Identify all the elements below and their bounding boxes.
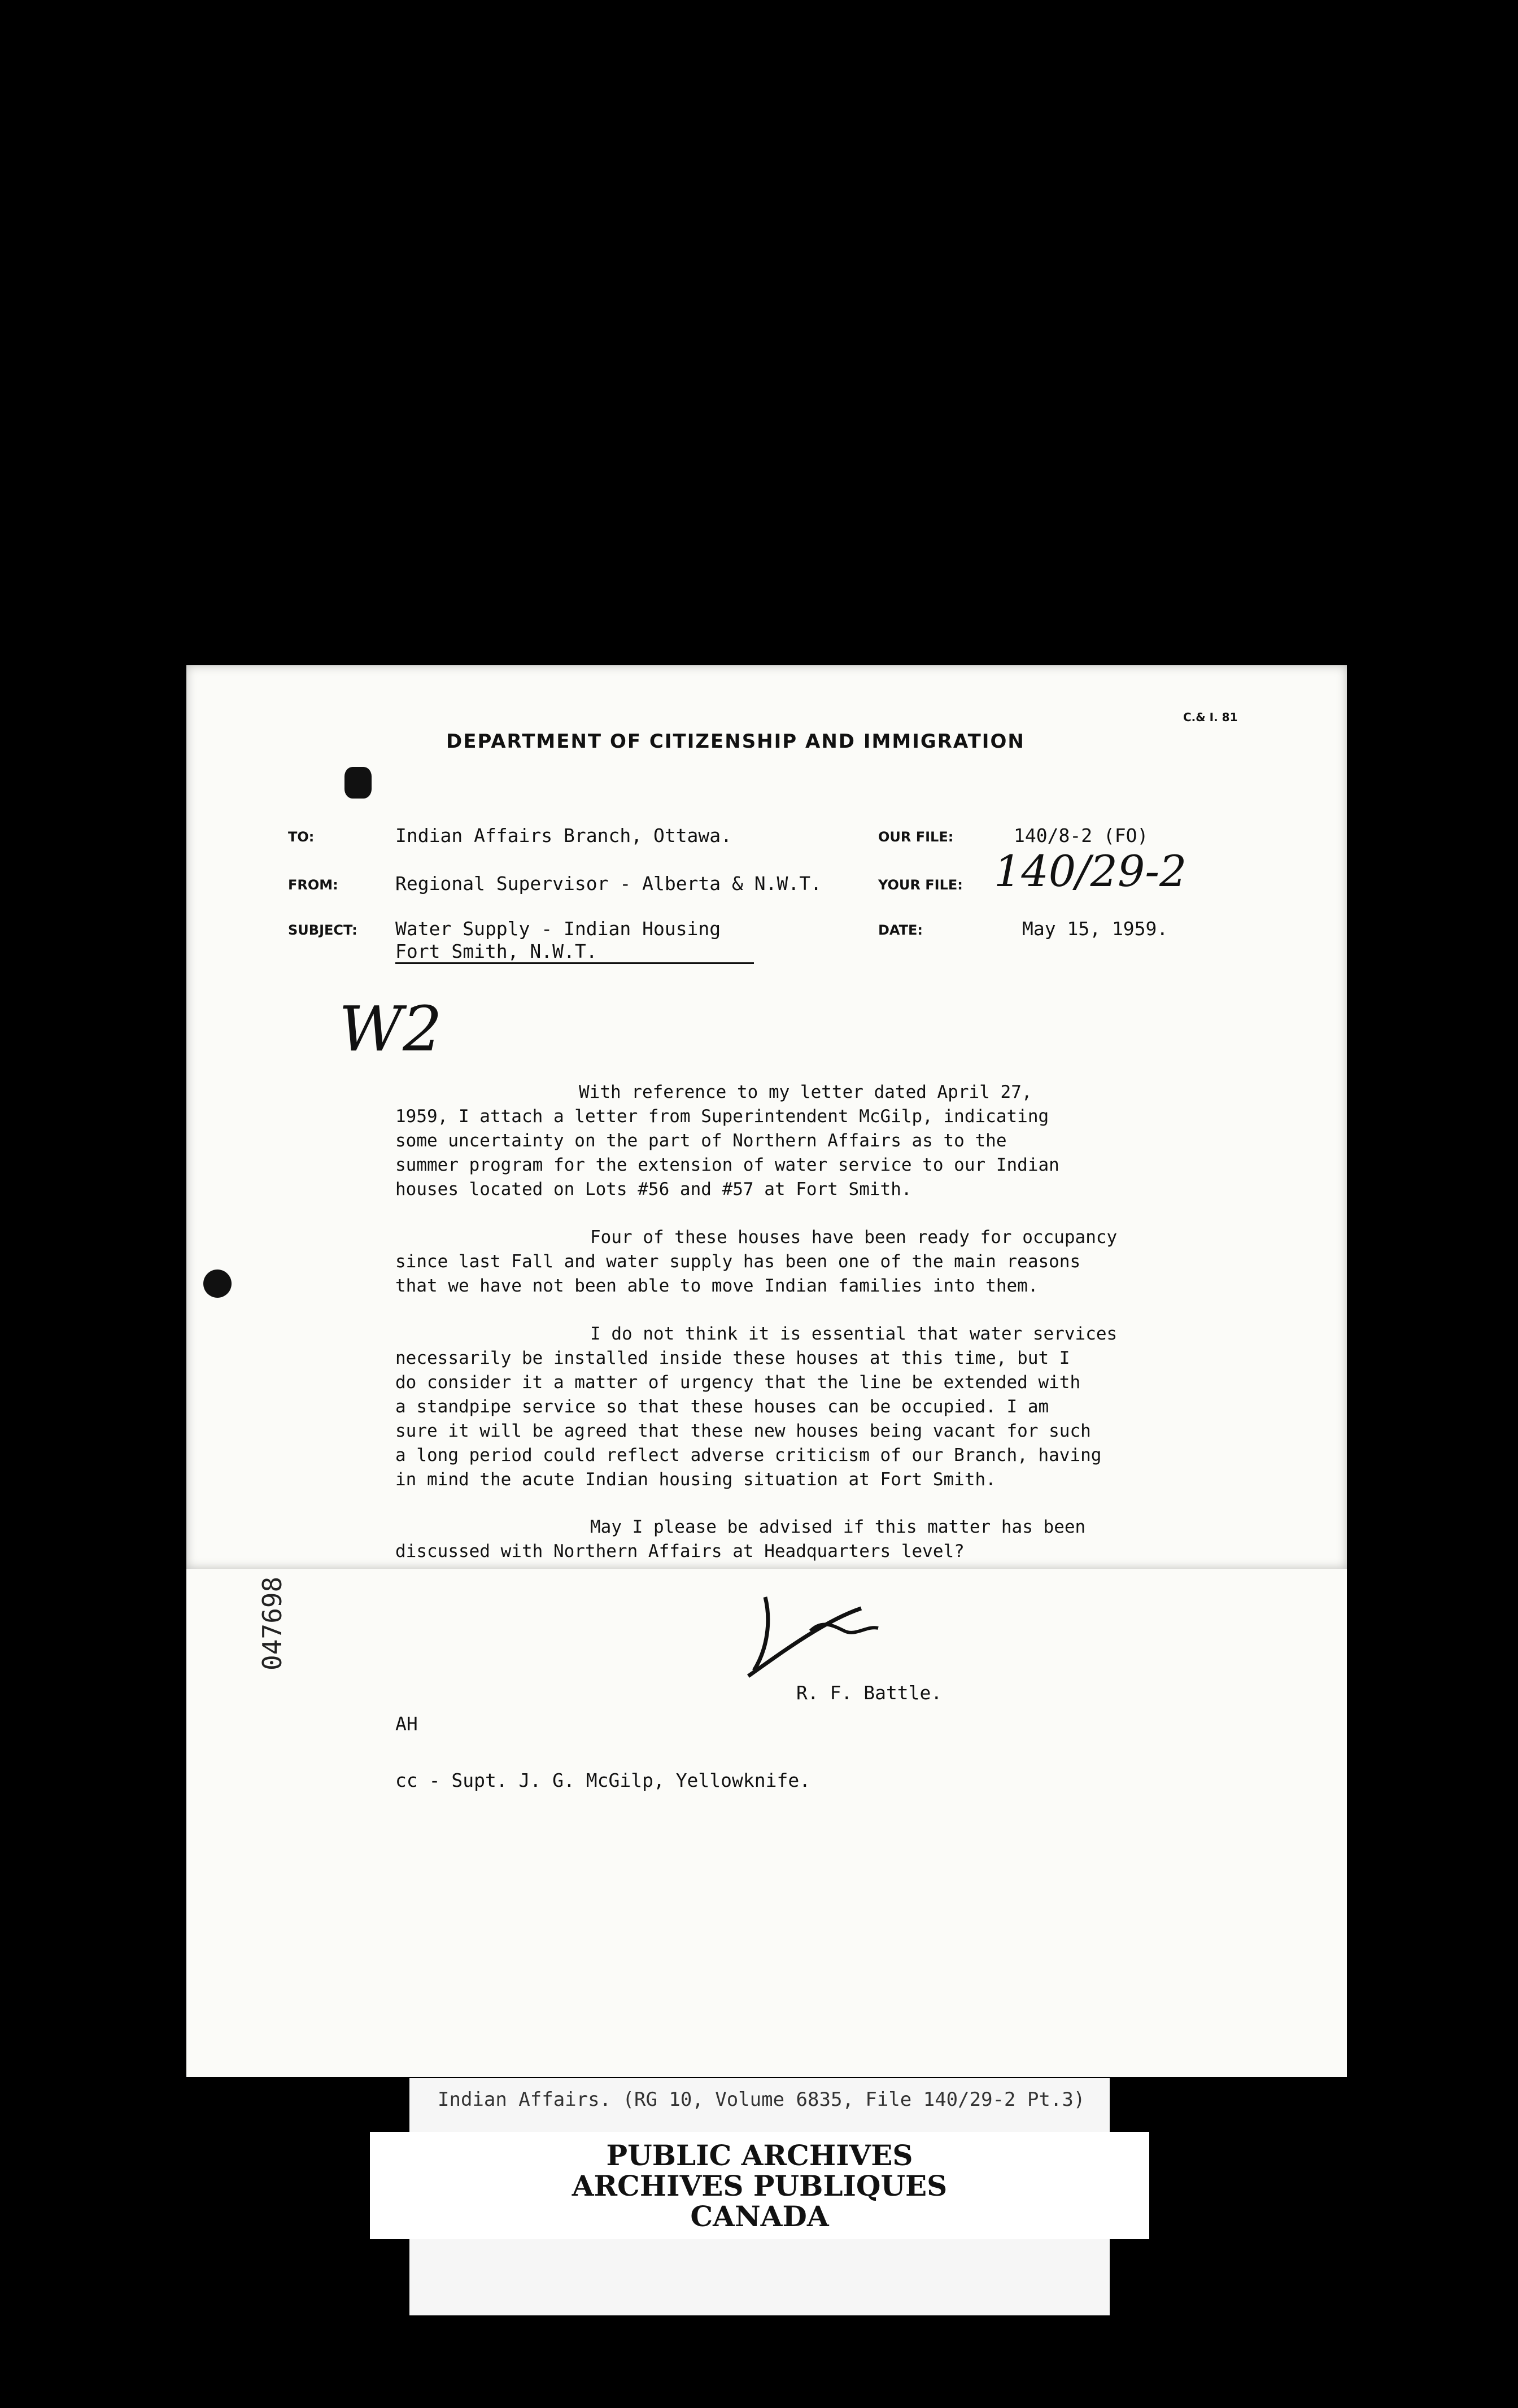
form-code: C.& I. 81 bbox=[1183, 710, 1238, 724]
cc-line: cc - Supt. J. G. McGilp, Yellowknife. bbox=[395, 1769, 811, 1791]
ink-blot-mark bbox=[344, 767, 372, 799]
signature-name: R. F. Battle. bbox=[796, 1682, 943, 1704]
punch-hole-mark bbox=[203, 1270, 232, 1298]
our-file-label: OUR FILE: bbox=[878, 829, 954, 845]
registry-stamp-number: 047698 bbox=[257, 1576, 287, 1670]
paragraph-2 bbox=[395, 1225, 1117, 1298]
p1-line-4: summer program for the extension of water service to our Indian bbox=[395, 1155, 1059, 1175]
date-label: DATE: bbox=[878, 922, 923, 938]
p3-line-6: a long period could reflect adverse criticism of our Branch, having bbox=[395, 1445, 1102, 1465]
p3-line-2: necessarily be installed inside these houses at this time, but I bbox=[395, 1348, 1070, 1368]
p2-line-2: since last Fall and water supply has been one of the main reasons bbox=[395, 1251, 1081, 1272]
archive-label-tab bbox=[409, 2078, 1110, 2315]
p3-line-4: a standpipe service so that these houses can be occupied. I am bbox=[395, 1397, 1049, 1417]
archive-reference: Indian Affairs. (RG 10, Volume 6835, File 140/29-2 Pt.3) bbox=[438, 2088, 1085, 2111]
p4-line-1: May I please be advised if this matter has been bbox=[590, 1517, 1086, 1537]
p3-line-7: in mind the acute Indian housing situation at Fort Smith. bbox=[395, 1469, 996, 1490]
archive-line-2: ARCHIVES PUBLIQUES bbox=[572, 2169, 948, 2202]
subject-line-1: Water Supply - Indian Housing bbox=[395, 918, 721, 940]
p1-line-1: With reference to my letter dated April 27, bbox=[579, 1082, 1032, 1102]
your-file-value: 140/29-2 bbox=[994, 846, 1187, 896]
initials: AH bbox=[395, 1713, 418, 1735]
paragraph-3 bbox=[395, 1322, 1117, 1492]
p2-line-3: that we have not been able to move Indian families into them. bbox=[395, 1276, 1039, 1296]
subject-line-2: Fort Smith, N.W.T. bbox=[395, 940, 754, 964]
archive-line-3: CANADA bbox=[690, 2200, 829, 2233]
signature-mark bbox=[743, 1586, 889, 1682]
date-value: May 15, 1959. bbox=[1022, 918, 1168, 940]
to-label: TO: bbox=[288, 829, 315, 845]
paragraph-1 bbox=[395, 1080, 1059, 1202]
p3-line-1: I do not think it is essential that water services bbox=[590, 1324, 1118, 1344]
memo-page-lower bbox=[186, 1569, 1347, 2077]
p1-line-2: 1959, I attach a letter from Superintendent McGilp, indicating bbox=[395, 1106, 1049, 1127]
p3-line-5: sure it will be agreed that these new houses being vacant for such bbox=[395, 1421, 1091, 1441]
subject-label: SUBJECT: bbox=[288, 922, 357, 938]
p4-line-2: discussed with Northern Affairs at Headquarters level? bbox=[395, 1541, 965, 1561]
from-label: FROM: bbox=[288, 877, 338, 893]
to-value: Indian Affairs Branch, Ottawa. bbox=[395, 825, 732, 847]
archive-line-1: PUBLIC ARCHIVES bbox=[606, 2139, 913, 2172]
p2-line-1: Four of these houses have been ready for occupancy bbox=[590, 1227, 1118, 1247]
p1-line-5: houses located on Lots #56 and #57 at Fort Smith. bbox=[395, 1179, 912, 1199]
handwritten-w2: W2 bbox=[339, 993, 443, 1065]
p3-line-3: do consider it a matter of urgency that the line be extended with bbox=[395, 1372, 1081, 1393]
memo-page bbox=[186, 665, 1347, 1569]
archive-stamp-band bbox=[370, 2132, 1149, 2239]
from-value: Regional Supervisor - Alberta & N.W.T. bbox=[395, 873, 822, 895]
our-file-value: 140/8-2 (FO) bbox=[1014, 825, 1149, 847]
paragraph-4 bbox=[395, 1515, 1085, 1564]
your-file-label: YOUR FILE: bbox=[878, 877, 963, 893]
department-heading: DEPARTMENT OF CITIZENSHIP AND IMMIGRATION bbox=[446, 730, 1025, 753]
p1-line-3: some uncertainty on the part of Northern Affairs as to the bbox=[395, 1131, 1007, 1151]
